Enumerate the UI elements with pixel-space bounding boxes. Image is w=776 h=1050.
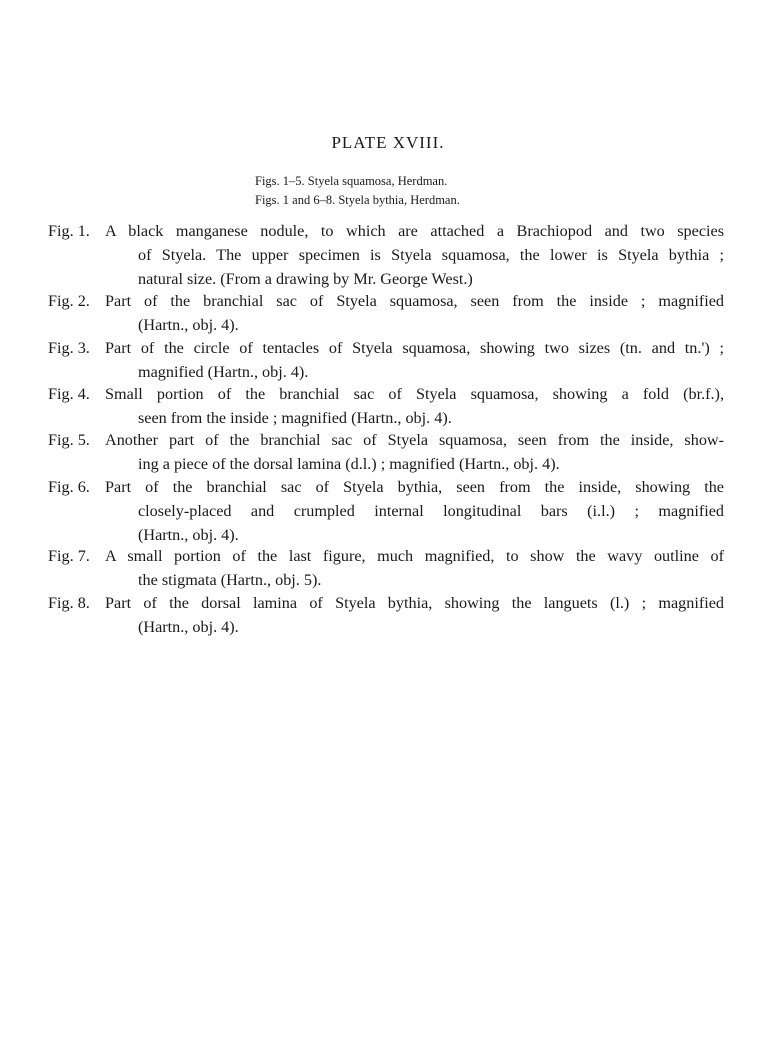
caption-line: Part of the circle of tentacles of Styela squamosa, showing two sizes (tn. and tn.') ;	[105, 339, 724, 357]
plate-title: PLATE XVIII.	[331, 133, 445, 152]
figure-caption-2	[48, 290, 724, 338]
figure-caption-6	[48, 476, 724, 547]
caption-line: magnified (Hartn., obj. 4).	[138, 362, 309, 381]
figure-label: Fig. 3.	[48, 339, 90, 357]
caption-line: (Hartn., obj. 4).	[138, 617, 239, 636]
caption-line: Part of the branchial sac of Styela bythia, seen from the inside, showing the	[105, 478, 724, 496]
caption-line: of Styela. The upper specimen is Styela squamosa, the lower is Styela bythia ;	[138, 245, 724, 264]
caption-line: closely-placed and crumpled internal longitudinal bars (i.l.) ; magnified	[138, 501, 724, 520]
caption-line: Another part of the branchial sac of Styela squamosa, seen from the inside, show-	[105, 431, 724, 449]
caption-line: (Hartn., obj. 4).	[138, 315, 239, 334]
caption-line: seen from the inside ; magnified (Hartn., obj. 4).	[138, 408, 452, 427]
figure-caption-8	[48, 592, 724, 640]
figure-caption-4	[48, 383, 724, 431]
caption-line: Part of the branchial sac of Styela squamosa, seen from the inside ; magnified	[105, 292, 724, 310]
figure-caption-3	[48, 337, 724, 385]
caption-line: the stigmata (Hartn., obj. 5).	[138, 570, 322, 589]
figure-label: Fig. 4.	[48, 385, 90, 403]
plate-subtitle-2: Figs. 1 and 6–8. Styela bythia, Herdman.	[255, 193, 460, 207]
caption-line: (Hartn., obj. 4).	[138, 525, 239, 544]
figure-label: Fig. 1.	[48, 222, 90, 240]
caption-line: ing a piece of the dorsal lamina (d.l.) ; magnified (Hartn., obj. 4).	[138, 454, 560, 473]
plate-subtitle-1: Figs. 1–5. Styela squamosa, Herdman.	[255, 174, 448, 188]
caption-line: Part of the dorsal lamina of Styela bythia, showing the languets (l.) ; magnified	[105, 594, 724, 612]
figure-label: Fig. 6.	[48, 478, 90, 496]
caption-line: natural size. (From a drawing by Mr. George West.)	[138, 269, 473, 288]
figure-label: Fig. 2.	[48, 292, 90, 310]
figure-caption-7	[48, 545, 724, 593]
caption-line: A black manganese nodule, to which are attached a Brachiopod and two species	[105, 222, 724, 240]
figure-label: Fig. 5.	[48, 431, 90, 449]
caption-line: A small portion of the last figure, much magnified, to show the wavy outline of	[105, 547, 724, 565]
caption-line: Small portion of the branchial sac of Styela squamosa, showing a fold (br.f.),	[105, 385, 724, 403]
figure-label: Fig. 7.	[48, 547, 90, 565]
figure-caption-5	[48, 429, 724, 477]
figure-label: Fig. 8.	[48, 594, 90, 612]
figure-caption-1	[48, 220, 724, 291]
